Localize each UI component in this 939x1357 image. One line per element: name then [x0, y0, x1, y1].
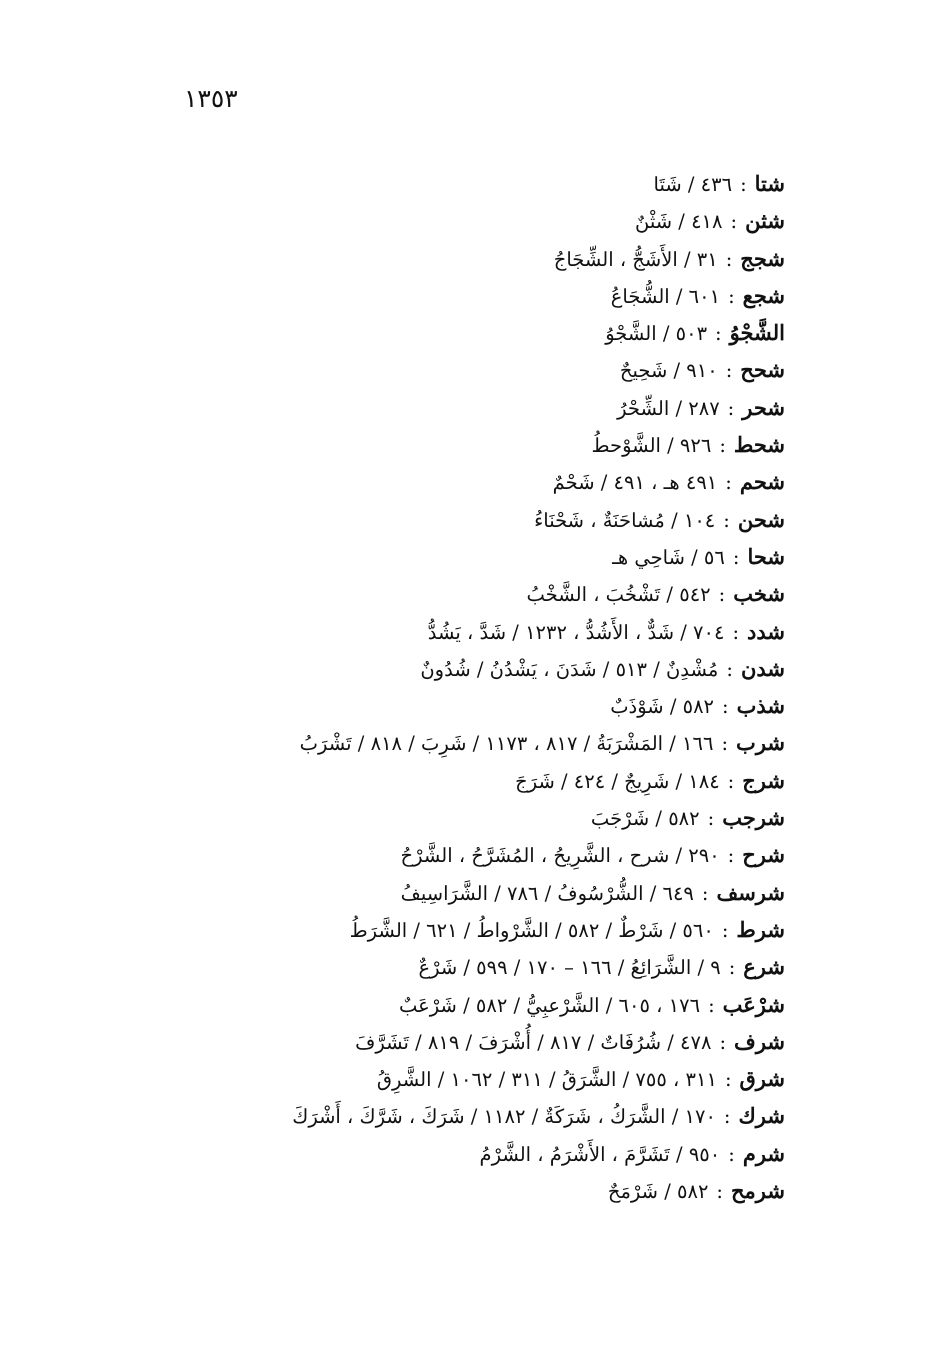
- entry-root: شثن: [745, 208, 785, 234]
- entry-refs: ٤٧٨ / شُرُفَاتٌ / ٨١٧ / أُشْرَفَ / ٨١٩ / تَشَرَّفَ: [355, 1030, 712, 1054]
- index-entry: شرمح:٥٨٢ / شَرْمَحٌ: [607, 1178, 785, 1204]
- entry-root: شرط: [736, 916, 785, 942]
- entry-refs: ١٨٤ / شَرِيجٌ / ٤٢٤ / شَرَجَ: [515, 769, 720, 793]
- index-entries: [65, 165, 785, 1209]
- entry-refs: ٥٦٠ / شَرْطٌ / ٥٨٢ / الشَّرْواطُ / ٦٢١ / الشَّرَطُ: [349, 918, 714, 942]
- entry-root: شجج: [740, 245, 785, 271]
- index-entry: شرك:١٧٠ / الشَّرَكُ ، شَرَكَةٌ / ١١٨٢ / شَرَكَ ، شَرَّكَ ، أَشْرَكَ: [292, 1103, 785, 1129]
- index-entry: شخب:٥٤٢ / تَشْخُبَ ، الشَّخْبُ: [526, 581, 785, 607]
- index-entry: الشَّجْوُ:٥٠٣ / الشَّجْوُ: [605, 320, 785, 346]
- index-entry: شحط:٩٢٦ / الشَّوْحطُ: [591, 432, 785, 458]
- entry-root: شحر: [742, 394, 785, 420]
- index-entry: شحح:٩١٠ / شَحِيحٌ: [619, 357, 785, 383]
- entry-refs: ٤٩١ هـ ، ٤٩١ / شَحْمٌ: [552, 471, 718, 495]
- entry-root: الشَّجْوُ: [729, 320, 785, 346]
- entry-refs: ٥٤٢ / تَشْخُبَ ، الشَّخْبُ: [526, 583, 711, 607]
- index-entry: شرط:٥٦٠ / شَرْطٌ / ٥٨٢ / الشَّرْواطُ / ٦٢١ / الشَّرَطُ: [349, 916, 785, 942]
- index-entry: شجج:٣١ / الأَشَجُّ ، الشِّجَاجُ: [553, 245, 785, 271]
- entry-refs: مُشْدِنٌ / ٥١٣ / شَدَنَ ، يَشْدُنُ / شُدُونٌ: [420, 657, 719, 681]
- index-entry: شرع:٩ / الشَّرَائِعُ / ١٦٦ – ١٧٠ / ٥٩٩ / شَرْعٌ: [418, 954, 785, 980]
- entry-root: شحم: [739, 469, 785, 495]
- entry-root: شرسف: [716, 879, 785, 905]
- entry-root: شرك: [738, 1103, 785, 1129]
- index-entry: شتا:٤٣٦ / شَتَا: [653, 171, 785, 196]
- entry-root: شذب: [736, 693, 785, 719]
- entry-refs: ١٠٤ / مُشاحَنَةٌ ، شَحْنَاءُ: [534, 508, 716, 532]
- entry-refs: ١٦٦ / المَشْرَبَةُ / ٨١٧ ، ١١٧٣ / شَرِبَ / ٨١٨ / تَشْرَبُ: [299, 732, 714, 756]
- index-entry: شذب:٥٨٢ / شَوْذَبٌ: [610, 693, 785, 719]
- entry-refs: ١٧٦ ، ٦٠٥ / الشَّرْعبِيُّ / ٥٨٢ / شَرْعَبٌ: [399, 993, 701, 1017]
- entry-root: شرم: [742, 1140, 785, 1166]
- index-entry: شرح:٢٩٠ / شرح ، الشَّرِيحُ ، المُشَرَّحُ ، الشَّرْحُ: [400, 842, 785, 868]
- index-entry: شرج:١٨٤ / شَرِيجٌ / ٤٢٤ / شَرَجَ: [515, 767, 785, 793]
- entry-refs: ٥٨٢ / شَوْذَبٌ: [610, 695, 715, 719]
- entry-refs: ٢٨٧ / الشِّحْرُ: [617, 396, 720, 420]
- entry-root: شرب: [736, 730, 785, 756]
- entry-refs: ٢٩٠ / شرح ، الشَّرِيحُ ، المُشَرَّحُ ، الشَّرْحُ: [400, 844, 720, 868]
- entry-refs: ٥٠٣ / الشَّجْوُ: [605, 322, 708, 346]
- entry-root: شرمح: [731, 1178, 785, 1204]
- index-entry: شدن:مُشْدِنٌ / ٥١٣ / شَدَنَ ، يَشْدُنُ / شُدُونٌ: [420, 655, 785, 681]
- index-entry: شرسف:٦٤٩ / الشُّرْسُوفُ / ٧٨٦ / الشَّرَاسِيفُ: [400, 879, 785, 905]
- entry-refs: ٩ / الشَّرَائِعُ / ١٦٦ – ١٧٠ / ٥٩٩ / شَرْعٌ: [418, 956, 721, 980]
- entry-root: شرع: [743, 954, 785, 980]
- entry-root: شرج: [742, 767, 785, 793]
- page-number: ١٣٥٣: [184, 84, 238, 113]
- entry-root: شدن: [740, 655, 785, 681]
- index-entry: شرم:٩٥٠ / تَشَرَّمَ ، الأَشْرَمُ ، الشَّرْمُ: [479, 1140, 785, 1166]
- entry-root: شخب: [733, 581, 785, 607]
- entry-refs: ١٧٠ / الشَّرَكُ ، شَرَكَةٌ / ١١٨٢ / شَرَكَ ، شَرَّكَ ، أَشْرَكَ: [292, 1105, 716, 1129]
- entry-refs: ٦٤٩ / الشُّرْسُوفُ / ٧٨٦ / الشَّرَاسِيفُ: [400, 881, 694, 905]
- entry-root: شحح: [740, 357, 785, 383]
- index-entry: شرب:١٦٦ / المَشْرَبَةُ / ٨١٧ ، ١١٧٣ / شَرِبَ / ٨١٨ / تَشْرَبُ: [299, 730, 785, 756]
- entry-root: شحن: [737, 506, 785, 532]
- entry-refs: ٥٦ / شَاحِي هـ: [612, 545, 725, 569]
- entry-refs: ٣١ / الأَشَجُّ ، الشِّجَاجُ: [553, 247, 718, 271]
- entry-root: شرجب: [722, 805, 785, 831]
- index-entry: شحا:٥٦ / شَاحِي هـ: [612, 543, 785, 569]
- entry-refs: ٥٨٢ / شَرْمَحٌ: [607, 1180, 709, 1204]
- entry-root: شتا: [754, 171, 785, 196]
- index-entry: شحم:٤٩١ هـ ، ٤٩١ / شَحْمٌ: [552, 469, 785, 495]
- entry-root: شرق: [739, 1066, 785, 1092]
- index-entry: شجع:٦٠١ / الشُّجَاعُ: [610, 282, 785, 308]
- entry-root: شحط: [733, 432, 785, 458]
- index-entry: شحن:١٠٤ / مُشاحَنَةٌ ، شَحْنَاءُ: [534, 506, 785, 532]
- entry-root: شحا: [747, 543, 785, 569]
- entry-refs: ٦٠١ / الشُّجَاعُ: [610, 284, 721, 308]
- entry-refs: ٩٢٦ / الشَّوْحطُ: [591, 434, 712, 458]
- entry-root: شرْعَب: [722, 991, 785, 1017]
- entry-root: شرف: [734, 1028, 785, 1054]
- entry-refs: ٧٠٤ / شَدٌّ ، الأَشُدُّ ، ١٢٣٢ / شَدَّ ، يَشُدُّ: [427, 620, 725, 644]
- entry-root: شرح: [742, 842, 785, 868]
- index-entry: شثن:٤١٨ / شَثْنٌ: [635, 208, 785, 234]
- entry-refs: ٥٨٢ / شَرْجَبَ: [590, 807, 700, 831]
- index-entry: شدد:٧٠٤ / شَدٌّ ، الأَشُدُّ ، ١٢٣٢ / شَدَّ ، يَشُدُّ: [427, 618, 785, 644]
- entry-refs: ٣١١ ، ٧٥٥ / الشَّرَقُ / ٣١١ / ١٠٦٢ / الشَّرِقُ: [376, 1068, 717, 1092]
- entry-refs: ٩١٠ / شَحِيحٌ: [619, 359, 718, 383]
- entry-root: شدد: [747, 618, 785, 644]
- index-entry: شرجب:٥٨٢ / شَرْجَبَ: [590, 805, 785, 831]
- entry-root: شجع: [742, 282, 785, 308]
- index-entry: شرْعَب:١٧٦ ، ٦٠٥ / الشَّرْعبِيُّ / ٥٨٢ / شَرْعَبٌ: [399, 991, 785, 1017]
- index-entry: شحر:٢٨٧ / الشِّحْرُ: [617, 394, 785, 420]
- entry-refs: ٤٣٦ / شَتَا: [653, 173, 733, 196]
- entry-refs: ٤١٨ / شَثْنٌ: [635, 210, 723, 234]
- index-entry: شرق:٣١١ ، ٧٥٥ / الشَّرَقُ / ٣١١ / ١٠٦٢ / الشَّرِقُ: [376, 1066, 785, 1092]
- entry-refs: ٩٥٠ / تَشَرَّمَ ، الأَشْرَمُ ، الشَّرْمُ: [479, 1142, 721, 1166]
- index-entry: شرف:٤٧٨ / شُرُفَاتٌ / ٨١٧ / أُشْرَفَ / ٨١٩ / تَشَرَّفَ: [355, 1028, 785, 1054]
